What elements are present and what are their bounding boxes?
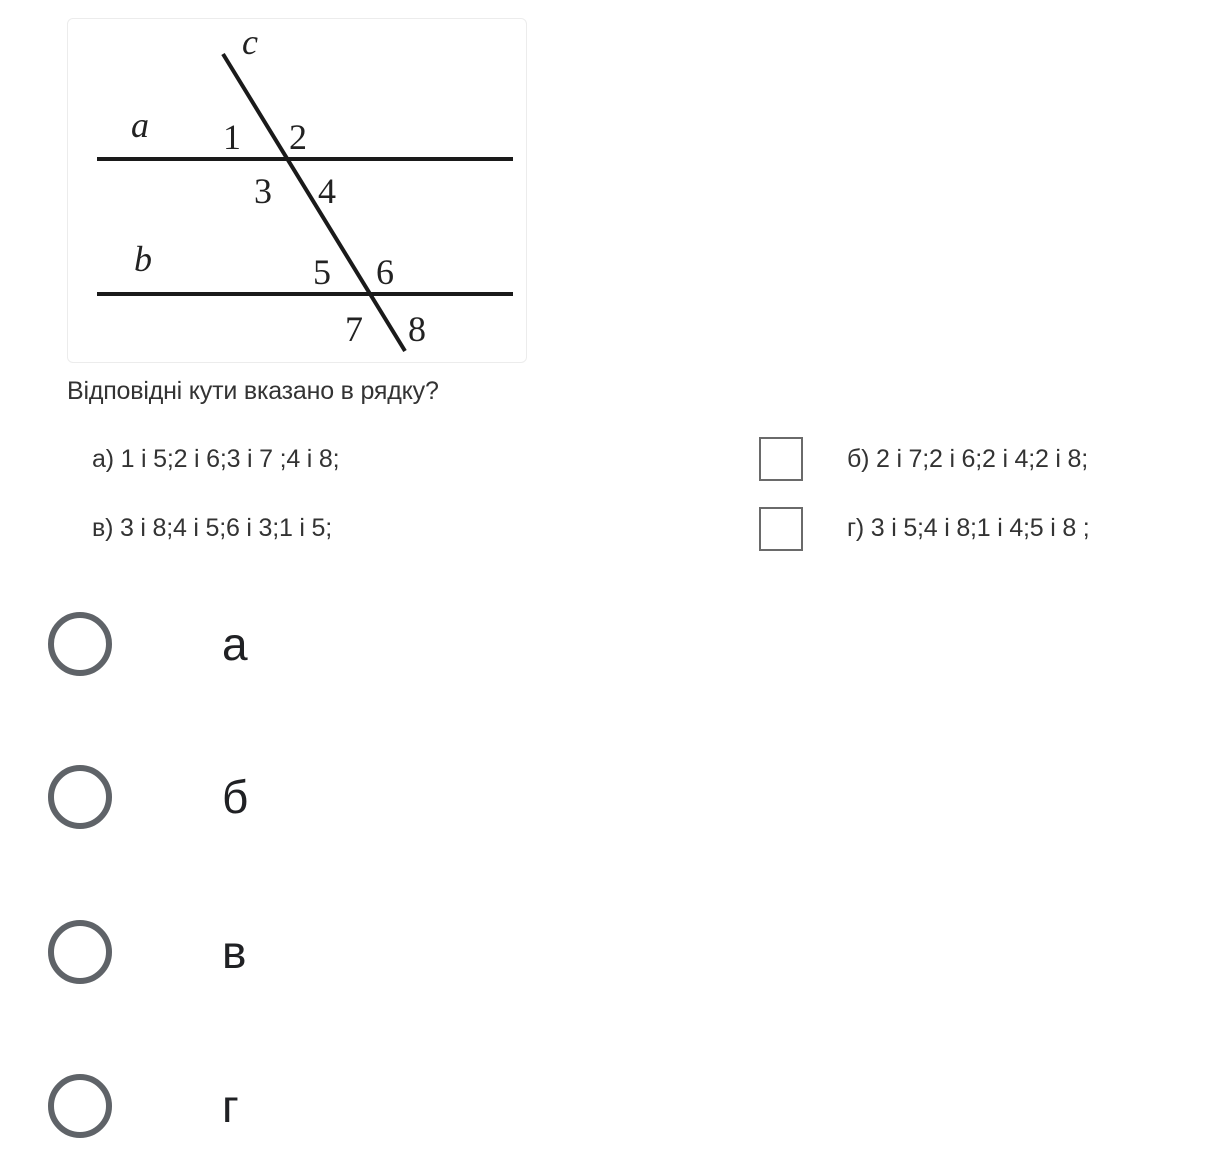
option-text-g: г) 3 і 5;4 і 8;1 і 4;5 і 8 ;	[847, 514, 1090, 542]
angle-6: 6	[376, 252, 394, 292]
radio-button-icon[interactable]	[48, 765, 112, 829]
geometry-figure	[67, 18, 527, 363]
checkbox-empty	[759, 437, 803, 481]
angle-7: 7	[345, 309, 363, 349]
answer-option-v[interactable]	[48, 912, 448, 992]
radio-button-icon[interactable]	[48, 612, 112, 676]
radio-button-icon[interactable]	[48, 1074, 112, 1138]
line-c	[223, 54, 405, 351]
option-text-a: а) 1 і 5;2 і 6;3 і 7 ;4 і 8;	[92, 445, 340, 473]
answer-option-g[interactable]	[48, 1066, 448, 1146]
option-text-v: в) 3 і 8;4 і 5;6 і 3;1 і 5;	[92, 514, 332, 542]
angle-2: 2	[289, 117, 307, 157]
label-b: b	[134, 239, 152, 279]
answer-label: в	[222, 926, 247, 978]
angle-8: 8	[408, 309, 426, 349]
angle-5: 5	[313, 252, 331, 292]
label-c: c	[242, 22, 258, 62]
question-text: Відповідні кути вказано в рядку?	[67, 377, 439, 405]
angle-1: 1	[223, 117, 241, 157]
option-text-b: б) 2 і 7;2 і 6;2 і 4;2 і 8;	[847, 445, 1088, 473]
answer-label: б	[222, 771, 249, 823]
answer-option-a[interactable]	[48, 604, 448, 684]
checkbox-empty	[759, 507, 803, 551]
angle-3: 3	[254, 171, 272, 211]
parallel-lines-diagram	[68, 19, 528, 364]
answer-label: г	[222, 1080, 239, 1132]
label-a: a	[131, 105, 149, 145]
answer-option-b[interactable]	[48, 757, 448, 837]
angle-4: 4	[318, 171, 336, 211]
answer-label: а	[222, 618, 248, 670]
radio-button-icon[interactable]	[48, 920, 112, 984]
